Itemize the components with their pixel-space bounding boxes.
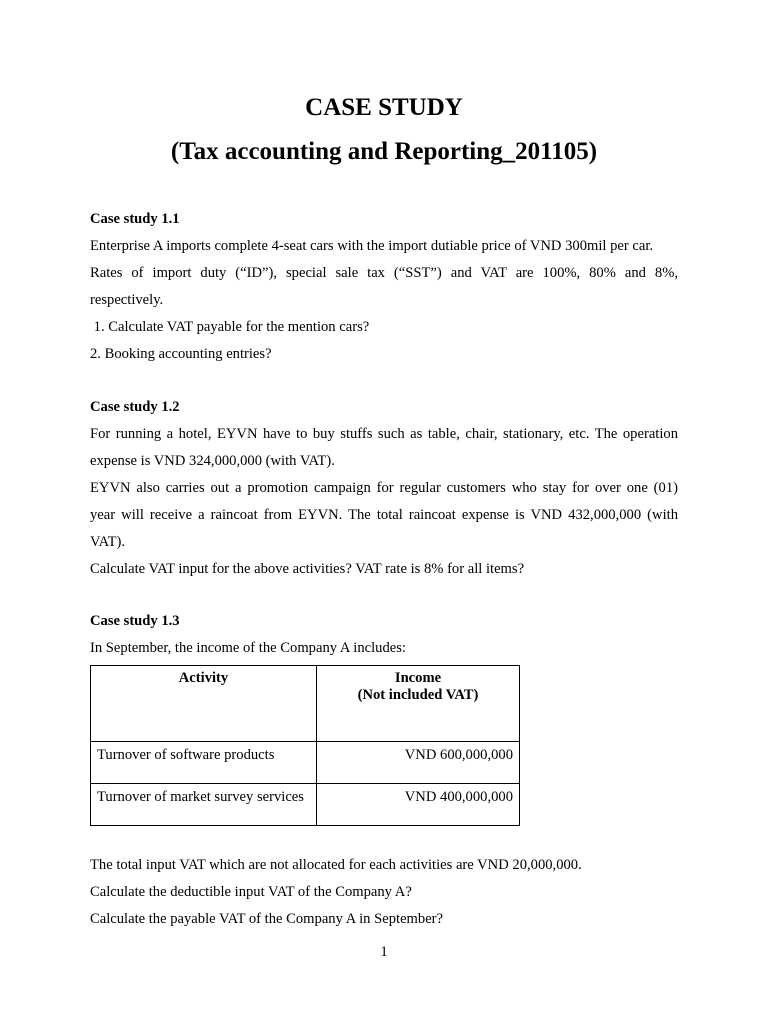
income-column-header [317, 666, 520, 742]
case-1-2-heading: Case study 1.2 [90, 399, 180, 415]
page-title: CASE STUDY [305, 94, 463, 121]
page-number: 1 [380, 944, 388, 960]
case-1-3-question-1: Calculate the deductible input VAT of the Company A? [90, 884, 412, 900]
case-1-1-question-1: 1. Calculate VAT payable for the mention cars? [90, 319, 370, 335]
case-1-2-question: Calculate VAT input for the above activities? VAT rate is 8% for all items? [90, 561, 525, 577]
case-1-2-line-4: year will receive a raincoat from EYVN. The total raincoat expense is VND 432,000,000 (with [90, 507, 678, 523]
activity-column-header: Activity [91, 666, 317, 742]
income-header-line-2: (Not included VAT) [357, 687, 479, 703]
case-1-3-heading: Case study 1.3 [90, 613, 180, 629]
case-1-1-question-2: 2. Booking accounting entries? [90, 346, 272, 362]
income-cell: VND 600,000,000 [317, 742, 520, 784]
case-1-1-heading: Case study 1.1 [90, 211, 180, 227]
case-1-2-line-2: expense is VND 324,000,000 (with VAT). [90, 453, 335, 469]
case-1-2-line-3: EYVN also carries out a promotion campaign for regular customers who stay for over one (01) [90, 480, 678, 496]
table-row [91, 784, 520, 826]
case-1-3-question-2: Calculate the payable VAT of the Company A in September? [90, 911, 444, 927]
case-1-3-intro: In September, the income of the Company A includes: [90, 640, 406, 656]
activity-cell: Turnover of market survey services [91, 784, 317, 826]
page-subtitle: (Tax accounting and Reporting_201105) [170, 138, 598, 165]
table-header-row [91, 666, 520, 742]
income-table [90, 665, 520, 826]
case-1-1-line-1: Enterprise A imports complete 4-seat cars with the import dutiable price of VND 300mil per car. [90, 238, 654, 254]
table-row [91, 742, 520, 784]
income-cell: VND 400,000,000 [317, 784, 520, 826]
case-1-1-line-3: respectively. [90, 292, 164, 308]
income-header-line-1: Income [394, 670, 442, 686]
case-1-2-line-1: For running a hotel, EYVN have to buy stuffs such as table, chair, stationary, etc. The operation [90, 426, 678, 442]
case-1-3-line-1: The total input VAT which are not allocated for each activities are VND 20,000,000. [90, 857, 582, 873]
case-1-1-line-2: Rates of import duty (“ID”), special sale tax (“SST”) and VAT are 100%, 80% and 8%, [90, 265, 678, 281]
case-1-2-line-5: VAT). [90, 534, 126, 550]
activity-cell: Turnover of software products [91, 742, 317, 784]
